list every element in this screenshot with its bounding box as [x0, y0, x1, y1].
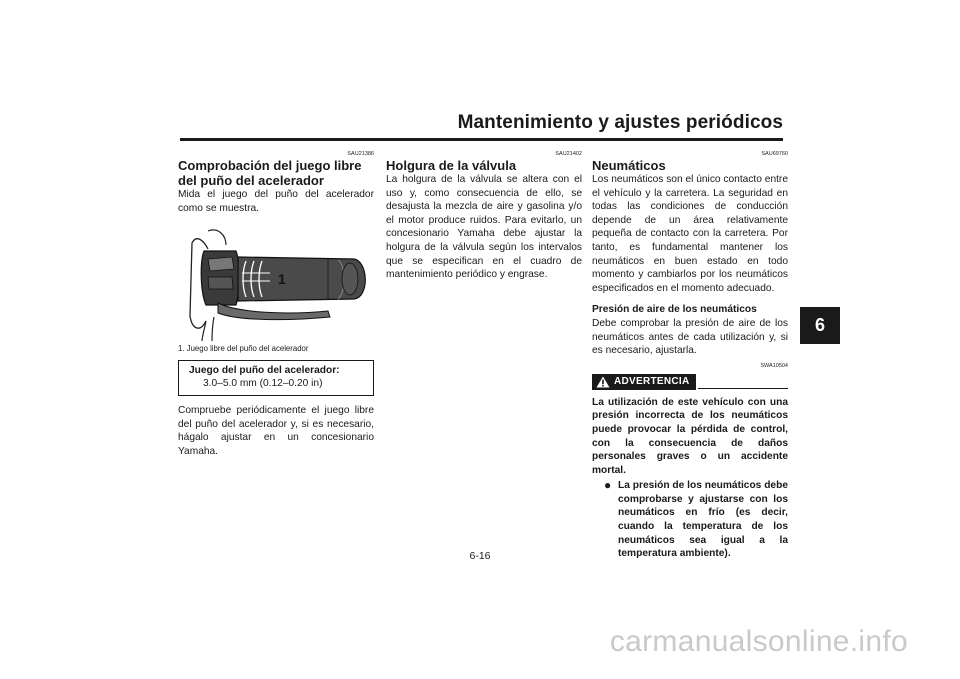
- column-tires: [592, 150, 788, 561]
- section-heading-valve: Holgura de la válvula: [386, 158, 517, 173]
- watermark: carmanualsonline.info: [609, 625, 908, 658]
- throttle-outro: Compruebe periódicamente el juego libre del puño del acelerador y, si es necesario, hágalo ajustar en un concesionario Yamaha.: [178, 405, 374, 457]
- throttle-intro: Mida el juego del puño del acelerador como se muestra.: [178, 189, 374, 214]
- section-heading-tires: Neumáticos: [592, 158, 666, 173]
- throttle-grip-figure: [178, 221, 374, 341]
- bullet-icon: ●: [604, 478, 612, 493]
- warning-triangle-icon: [596, 376, 610, 388]
- spec-box: [178, 360, 374, 396]
- tire-pressure-subheading: Presión de aire de los neumáticos: [592, 304, 757, 316]
- warning-rule: [698, 374, 788, 389]
- header-rule: [180, 138, 783, 141]
- warning-header: [592, 374, 788, 390]
- section-code: SAU21402: [555, 151, 582, 157]
- spec-value: 3.0–5.0 mm (0.12–0.20 in): [203, 378, 323, 390]
- throttle-grip-illustration: [178, 221, 374, 341]
- page-number: 6-16: [469, 550, 491, 562]
- warning-text: La utilización de este vehículo con una presión incorrecta de los neumáticos puede provocar la pérdida de control, con la consecuencia de daños personales graves o un accidente mortal.: [592, 396, 788, 476]
- column-throttle: [178, 150, 374, 459]
- warning-code: SWA10504: [760, 362, 788, 369]
- warning-bullet-text: La presión de los neumáticos debe comprobarse y ajustarse con los neumáticos en frío (es decir, cuando la temperatura de los neumáticos sea igual a la temperatura ambiente).: [618, 480, 788, 560]
- tire-pressure-body: Debe comprobar la presión de aire de los neumáticos antes de cada utilización y, si es necesario, ajustarla.: [592, 317, 788, 357]
- tires-body: Los neumáticos son el único contacto entre el vehículo y la carretera. La seguridad en todas las condiciones de conducción depende de un área relativamente pequeña de contacto con la carretera. Por tanto, es fundamental mantener los neumáticos en buen estado en todo momento y cambiarlos por los neumáticos especificados en el momento adecuado.: [592, 174, 788, 294]
- page-header-title: Mantenimiento y ajustes periódicos: [457, 112, 783, 133]
- figure-caption: 1. Juego libre del puño del acelerador: [178, 344, 309, 354]
- spec-label: Juego del puño del acelerador:: [189, 365, 340, 377]
- warning-bullet: [592, 479, 788, 561]
- section-heading-throttle: Comprobación del juego libre del puño del acelerador: [178, 158, 362, 188]
- warning-label: ADVERTENCIA: [614, 376, 690, 388]
- figure-callout-1: 1: [278, 271, 286, 288]
- section-code: SAU21386: [347, 151, 374, 157]
- column-valve: [386, 150, 582, 282]
- warning-badge: [592, 374, 696, 390]
- chapter-tab: 6: [800, 307, 840, 344]
- valve-body: La holgura de la válvula se altera con el uso y, como consecuencia de ello, se desajusta la mezcla de aire y gasolina y/o el motor produce ruidos. Para evitarlo, un concesionario Yamaha debe ajustar la holgura de la válvula según los intervalos que se especifican en el cuadro de mantenimiento periódico y engrase.: [386, 174, 582, 281]
- section-code: SAU69760: [761, 151, 788, 157]
